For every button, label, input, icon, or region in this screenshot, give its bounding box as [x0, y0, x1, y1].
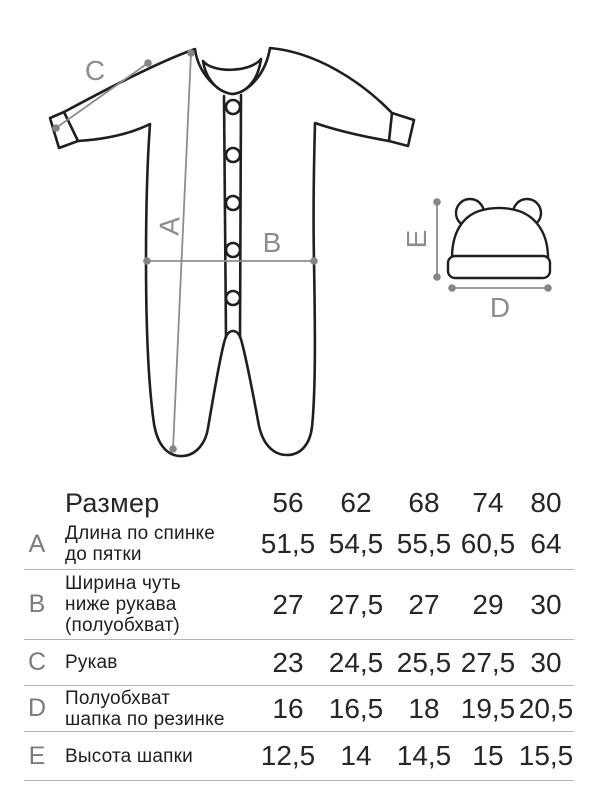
row-value: 54,5: [328, 528, 384, 559]
table-row: [24, 519, 574, 570]
row-value: 20,5: [518, 692, 574, 724]
measure-dot: [544, 284, 552, 292]
row-value: 15: [472, 740, 504, 771]
row-value: 55,5: [396, 528, 452, 559]
row-letter: A: [28, 529, 46, 558]
size-table: [24, 487, 574, 781]
table-row: [24, 570, 574, 640]
table-row: [24, 640, 574, 686]
size-column-header: 62: [340, 487, 372, 518]
row-value: 12,5: [260, 740, 316, 771]
row-value: 30: [530, 588, 562, 620]
row-value: 18: [408, 692, 440, 724]
table-row: [24, 686, 574, 732]
row-value: 27: [272, 588, 304, 620]
measure-dot: [433, 273, 441, 281]
row-value: 27,5: [328, 588, 384, 620]
table-header-row: [24, 487, 574, 519]
row-label: Высота шапки: [65, 745, 193, 767]
row-letter: E: [28, 741, 46, 770]
table-title: Размер: [65, 487, 160, 518]
row-label: Полуобхват шапка по резинке: [65, 687, 225, 730]
measure-label-d: D: [489, 292, 511, 323]
snap-button: [226, 291, 240, 305]
row-value: 27: [408, 588, 440, 620]
row-label: Рукав: [65, 652, 118, 673]
size-column-header: 56: [272, 487, 304, 518]
measure-dot: [144, 59, 152, 67]
row-value: 27,5: [460, 646, 516, 678]
row-letter: D: [27, 694, 47, 722]
row-value: 14: [340, 740, 372, 771]
row-label: Длина по спинке до пятки: [65, 523, 216, 565]
row-value: 60,5: [460, 528, 516, 559]
row-value: 64: [530, 528, 562, 559]
size-column-header: 68: [408, 487, 440, 518]
measure-dot: [143, 257, 151, 265]
snap-button: [226, 196, 240, 210]
hat-band: [448, 256, 550, 278]
measure-dot: [448, 284, 456, 292]
row-value: 24,5: [328, 646, 384, 678]
row-value: 51,5: [260, 528, 316, 559]
row-value: 14,5: [396, 740, 452, 771]
snap-button: [226, 148, 240, 162]
row-value: 15,5: [518, 740, 574, 771]
row-value: 23: [272, 646, 304, 678]
measure-label-a: A: [153, 215, 186, 237]
measure-dot: [169, 445, 177, 453]
row-value: 16,5: [328, 692, 384, 724]
measure-label-b: B: [262, 227, 282, 258]
row-value: 16: [272, 692, 304, 724]
measure-dot: [52, 124, 60, 132]
table-row: [24, 732, 574, 781]
measure-label-c: C: [84, 55, 106, 86]
row-value: 25,5: [396, 646, 452, 678]
measure-dot: [187, 49, 195, 57]
row-letter: C: [27, 648, 47, 676]
snap-button: [226, 100, 240, 114]
row-value: 19,5: [460, 692, 516, 724]
size-column-header: 74: [472, 487, 504, 518]
measure-dot: [433, 198, 441, 206]
row-letter: B: [28, 590, 46, 618]
snap-button: [226, 243, 240, 257]
row-label: Ширина чуть ниже рукава (полуобхват): [65, 573, 181, 636]
measure-dot: [310, 257, 318, 265]
row-value: 29: [472, 588, 504, 620]
size-column-header: 80: [530, 487, 562, 518]
measure-label-e: E: [401, 229, 432, 249]
row-value: 30: [530, 646, 562, 678]
